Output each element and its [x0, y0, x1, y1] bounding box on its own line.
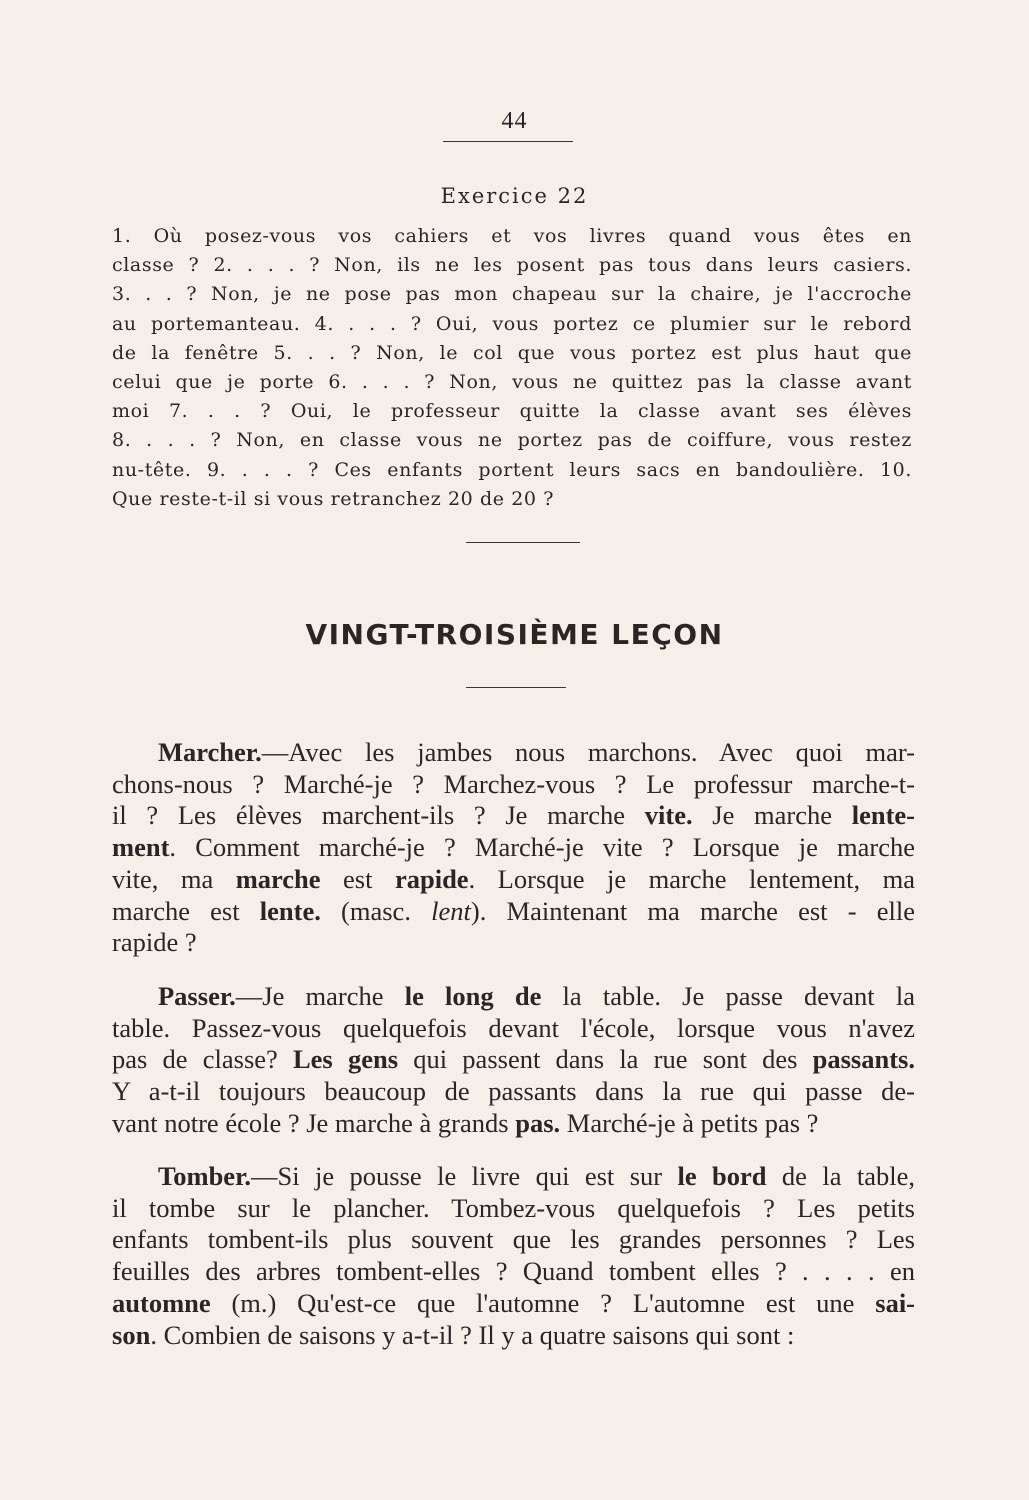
text-line — [112, 1161, 915, 1193]
keyword: marche — [235, 863, 321, 894]
text-run: (masc. — [320, 895, 432, 926]
text-line: table. Passez-vous quelquefois devant l'école, lorsque vous n'avez — [112, 1012, 915, 1043]
text-run: de la table, — [766, 1161, 915, 1191]
text-line: enfants tombent-ils plus souvent que les grandes personnes ? Les — [112, 1224, 915, 1255]
headword-passer: Passer. — [158, 981, 236, 1011]
paragraph-tomber — [112, 1161, 915, 1351]
exercise-text — [112, 222, 912, 514]
text-line: feuilles des arbres tombent-elles ? Quand tombent elles ? . . . . en — [112, 1256, 915, 1287]
exercise-line: 1. Où posez-vous vos cahiers et vos livres quand vous êtes en — [112, 225, 912, 247]
text-run: qui passent dans la rue sont des — [398, 1044, 813, 1075]
text-run: vite, ma — [112, 863, 236, 894]
text-run: —Si je pousse le livre qui est sur — [251, 1161, 678, 1191]
text-line — [112, 981, 915, 1013]
page-number: 44 — [501, 108, 528, 134]
text-line — [112, 1108, 915, 1140]
text-run: Je marche — [692, 800, 852, 831]
text-run: . Combien de saisons y a-t-il ? Il y a quatre saisons qui sont : — [150, 1319, 795, 1350]
text-run: . Lorsque je marche lentement, ma — [468, 863, 915, 894]
exercise-line: Que reste-t-il si vous retranchez 20 de 20 ? — [112, 487, 555, 510]
keyword: automne — [112, 1287, 211, 1318]
text-line — [112, 864, 915, 896]
keyword: passants. — [812, 1044, 915, 1075]
text-run: il ? Les élèves marchent-ils ? Je marche — [112, 800, 645, 831]
keyword: lente. — [259, 895, 321, 926]
text-run: . Comment marché-je ? Marché-je vite ? Lorsque je marche — [169, 832, 915, 863]
headword-tomber: Tomber. — [158, 1161, 252, 1191]
text-line: rapide ? — [112, 927, 197, 958]
keyword: lente- — [851, 800, 915, 831]
text-line — [112, 832, 915, 864]
text-run: ). Maintenant ma marche est - elle — [470, 895, 915, 926]
keyword: le bord — [677, 1161, 767, 1191]
text-run: (m.) Qu'est-ce que l'automne ? L'automne est une — [210, 1287, 876, 1318]
exercise-line: nu-tête. 9. . . . ? Ces enfants portent leurs sacs en bandoulière. 10. — [112, 458, 912, 481]
text-line — [112, 896, 915, 928]
exercise-line: de la fenêtre 5. . . ? Non, le col que vous portez est plus haut que — [112, 341, 912, 364]
text-run: pas de classe? — [112, 1044, 293, 1075]
headword-marcher: Marcher. — [158, 737, 262, 767]
text-run: vant notre école ? Je marche à grands — [112, 1107, 516, 1138]
keyword: rapide — [394, 863, 469, 894]
text-run: Marché-je à petits pas ? — [560, 1107, 819, 1138]
exercise-line: au portemanteau. 4. . . . ? Oui, vous portez ce plumier sur le rebord — [112, 312, 912, 335]
text-run: est — [320, 863, 395, 894]
exercise-title: Exercice 22 — [440, 184, 589, 208]
text-line: chons-nous ? Marché-je ? Marchez-vous ? Le professur marche-t- — [112, 768, 915, 799]
keyword: le long de — [404, 981, 542, 1011]
text-line — [112, 800, 915, 832]
exercise-line: 8. . . . ? Non, en classe vous ne portez pas de coiffure, vous restez — [112, 429, 912, 452]
text-line — [112, 1288, 915, 1320]
exercise-line: moi 7. . . ? Oui, le professeur quitte la classe avant ses élèves — [112, 400, 912, 423]
text-line — [112, 737, 915, 769]
keyword: ment — [112, 832, 170, 863]
divider-top — [443, 141, 573, 142]
exercise-line: celui que je porte 6. . . . ? Non, vous ne quittez pas la classe avant — [112, 371, 912, 394]
italic-word: lent — [431, 895, 471, 926]
text-line — [112, 1320, 915, 1352]
divider-lower — [466, 687, 566, 688]
text-line — [112, 1044, 915, 1076]
text-run: —Je marche — [235, 981, 405, 1011]
divider-middle — [466, 542, 580, 543]
lesson-title: VINGT-TROISIÈME LEÇON — [305, 618, 724, 651]
text-run: la table. Je passe devant la — [541, 981, 915, 1011]
keyword: son — [112, 1319, 151, 1350]
text-run: —Avec les jambes nous marchons. Avec quoi mar- — [261, 737, 915, 767]
keyword: sai- — [875, 1287, 915, 1318]
keyword: pas. — [515, 1107, 561, 1138]
exercise-line: classe ? 2. . . . ? Non, ils ne les posent pas tous dans leurs casiers. — [112, 254, 912, 277]
paragraph-marcher — [112, 737, 915, 959]
text-line: Y a-t-il toujours beaucoup de passants dans la rue qui passe de- — [112, 1076, 915, 1107]
exercise-line: 3. . . ? Non, je ne pose pas mon chapeau sur la chaire, je l'accroche — [112, 283, 912, 306]
text-line: il tombe sur le plancher. Tombez-vous quelquefois ? Les petits — [112, 1192, 915, 1223]
keyword: vite. — [644, 800, 693, 831]
keyword: Les gens — [293, 1044, 399, 1075]
paragraph-passer — [112, 981, 915, 1140]
text-run: marche est — [112, 895, 260, 926]
